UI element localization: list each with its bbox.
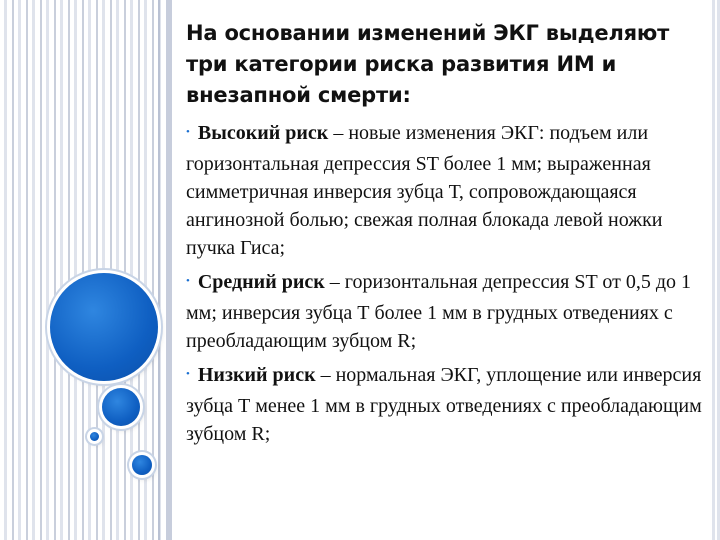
risk-term: Низкий риск [197,364,316,386]
risk-item-medium [186,268,708,355]
decorative-circle-small [132,455,152,475]
decorative-right-strip [712,0,720,540]
decorative-circle-large [50,273,158,381]
decorative-circle-tiny [90,432,99,441]
risk-term: Высокий риск [197,122,329,144]
risk-item-high [186,119,708,262]
risk-description: – новые изменения ЭКГ: подъем или горизонтальная депрессия ST более 1 мм; выраженная симметричная инверсия зубца Т, сопровождающаяся ангинозной болью; свежая полная блокада левой ножки пучка Гиса; [186,122,663,259]
risk-description: – нормальная ЭКГ, уплощение или инверсия зубца Т менее 1 мм в грудных отведениях с преобладающим зубцом R; [186,364,702,445]
bullet-icon: • [186,275,190,287]
bullet-icon: • [186,126,190,138]
risk-term: Средний риск [197,271,325,293]
decorative-edge-line [158,0,160,540]
risk-item-low [186,361,708,448]
slide-content [186,18,708,454]
risk-description: – горизонтальная депрессия ST от 0,5 до 1 мм; инверсия зубца Т более 1 мм в грудных отведениях с преобладающим зубцом R; [186,271,692,352]
bullet-icon: • [186,368,190,380]
slide-title: На основании изменений ЭКГ выделяют три категории риска развития ИМ и внезапной смерти: [186,21,670,107]
decorative-circle-medium [102,388,140,426]
